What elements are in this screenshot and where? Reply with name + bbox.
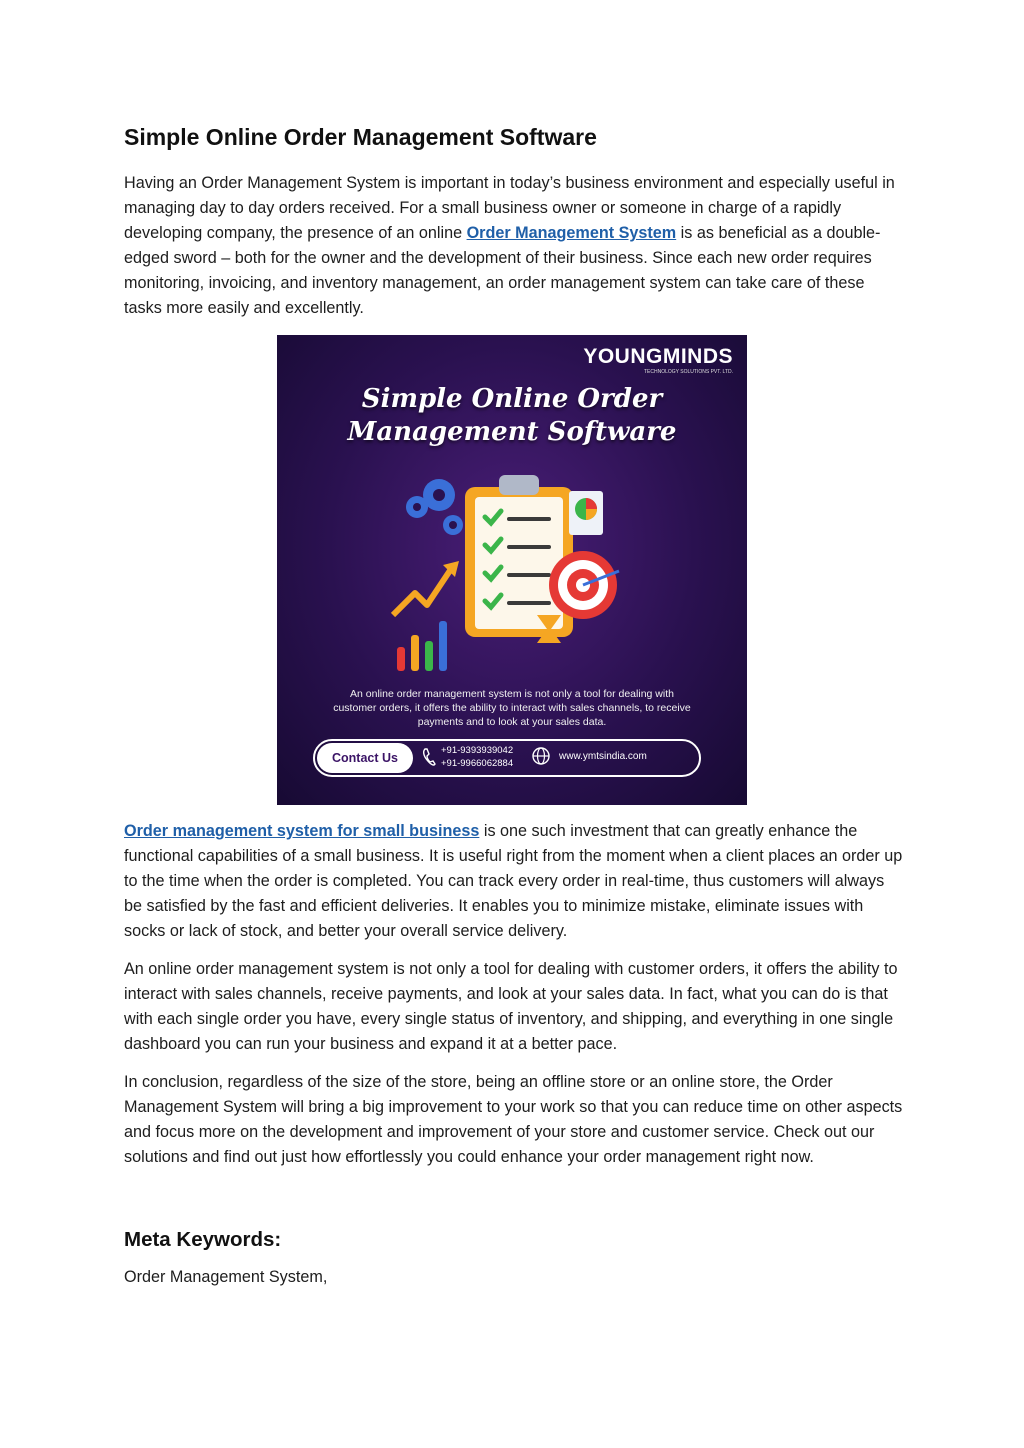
document-page: [124, 124, 904, 1287]
clipboard-icon: [465, 475, 573, 637]
logo-subtext: TECHNOLOGY SOLUTIONS PVT. LTD.: [644, 369, 733, 375]
paragraph-2-text: is one such investment that can greatly enhance the functional capabilities of a small business. It is useful right from the moment when a client places an order up to the time when the order is completed. You can track every order in real-time, thus customers will always be satisfied by the fast and efficient deliveries. It enables you to minimize mistake, eliminate issues with socks or lack of stock, and better your overall service delivery.: [124, 822, 903, 940]
logo-text: YOUNGMINDS: [583, 345, 733, 368]
phone-number-2: +91-9966062884: [441, 758, 514, 769]
phone-number-1: +91-9393939042: [441, 745, 514, 756]
banner-title: [277, 383, 747, 449]
paragraph-online-oms: An online order management system is not only a tool for dealing with customer orders, it offers the ability to interact with sales channels, receive payments, and look at your sales data. In fact, what you can do is that with each single order you have, every single status of inventory, and shipping, and everything in one single dashboard you can run your business and expand it at a better pace.: [124, 960, 898, 1053]
promo-banner-image: [277, 335, 747, 805]
order-management-system-link[interactable]: Order Management System: [466, 224, 677, 242]
globe-icon: [531, 746, 551, 766]
banner-title-line1: Simple Online Order: [361, 384, 663, 414]
phone-icon: [421, 747, 437, 767]
target-icon: [549, 551, 619, 619]
phone-numbers: [441, 744, 513, 770]
youngminds-logo: [583, 345, 733, 375]
paragraph-small-business: [124, 819, 904, 944]
meta-keywords-heading: Meta Keywords:: [124, 1228, 282, 1251]
intro-text-after: is as beneficial as a double-edged sword – both for the owner and the development of their business. Since each new order requires monitoring, invoicing, and inventory management, an order management system can take care of these tasks more easily and excellently.: [124, 224, 881, 317]
intro-paragraph: [124, 171, 904, 321]
meta-keywords-text: Order Management System,: [124, 1268, 328, 1286]
website-url: www.ymtsindia.com: [559, 751, 647, 762]
contact-bar: [313, 739, 701, 777]
gear-icon: [406, 479, 463, 535]
intro-text-before: Having an Order Management System is important in today’s business environment and especially useful in managing day to day orders received. For a small business owner or someone in charge of a rapidly developing company, the presence of an online: [124, 174, 895, 242]
clipboard-checklist-illustration: [387, 465, 637, 675]
banner-description: An online order management system is not only a tool for dealing with customer orders, it offers the ability to interact with sales channels, to receive payments and to look at your sales data.: [333, 688, 691, 728]
small-business-oms-link[interactable]: Order management system for small business: [124, 822, 480, 840]
contact-us-button[interactable]: Contact Us: [317, 743, 413, 773]
banner-title-line2: Management Software: [347, 417, 677, 447]
pie-chart-card-icon: [569, 491, 603, 535]
growth-chart-icon: [393, 561, 459, 671]
page-title: Simple Online Order Management Software: [124, 124, 597, 150]
paragraph-conclusion: In conclusion, regardless of the size of the store, being an offline store or an online store, the Order Management System will bring a big improvement to your work so that you can reduce time on other aspects and focus more on the development and improvement of your store and customer service. Check out our solutions and find out just how effortlessly you could enhance your order management right now.: [124, 1073, 903, 1166]
